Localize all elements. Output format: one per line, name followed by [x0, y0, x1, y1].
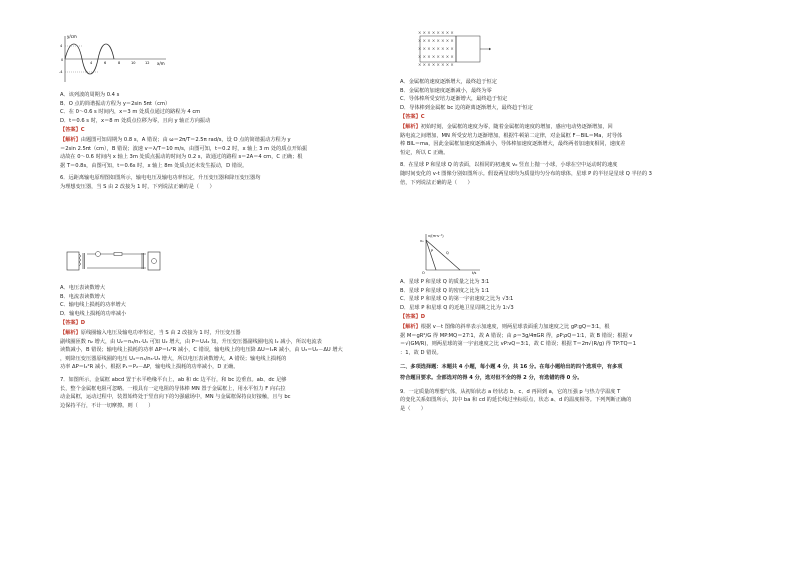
- q6-option-d: D．输电线上损耗的功率减小: [60, 310, 127, 317]
- q5-analysis-line: 【解析】由题图可知周期为 0.8 s，A 错误；由 ω＝2π/T＝2.5π rad/s，设 O 点的简谐振动方程为 y: [60, 136, 291, 143]
- q8-stem: 倍，下列说法正确的是（ ）: [400, 179, 473, 186]
- q6-analysis-line: 【解析】原线圈输入电压及输电功率恒定，当 S 由 2 改接为 1 时，升压变压器: [60, 329, 241, 336]
- q7-analysis-line: 路电流之间增加，MN 所受安培力逐渐增加，根据牛顿第二定律，对金属框 F－BIL＝Ma，对导体: [400, 132, 623, 139]
- q5-answer: 【答案】C: [60, 127, 85, 134]
- wave-graph: [60, 34, 170, 84]
- transmission-circuit-diagram: [66, 248, 161, 274]
- q9-stem: 是（ ）: [400, 405, 426, 412]
- q8-answer: 【答案】D: [400, 314, 426, 321]
- analysis-tag: 【解析】: [400, 323, 421, 330]
- q8-analysis-line: 【解析】根据 v－t 图像的斜率表示加速度，则两星球表面重力加速度之比 gP∶gQ＝3∶1，根: [400, 323, 610, 330]
- q6-option-a: A．电压表读数增大: [60, 285, 106, 291]
- wave-x-tick: 10: [131, 61, 136, 65]
- q6-option-c: C．输电线上损耗的功率增大: [60, 302, 126, 309]
- q7-analysis-line: 恒定，所以 C 正确。: [400, 149, 449, 156]
- wave-x-tick: 8: [118, 61, 121, 65]
- wave-y-tick: 4: [60, 44, 63, 48]
- q6-analysis-line: 副线圈匝数 n₂ 增大，由 U₂＝n₂/n₁·U₁ 可知 U₂ 增大，由 P＝U₂I₂ 知，升压变压器副线圈电流 I₂ 减小，所以电流表: [60, 338, 322, 345]
- q6-analysis-line: 读数减小，B 错误；输电线上损耗的功率 ΔP＝I₂²R 减小，C 错误，输电线上的电压降 ΔU＝I₂R 减小，由 U₃＝U₂－ΔU 增大: [60, 347, 343, 354]
- q7-stem: 7．如图所示，金属框 abcd 置于水平绝缘平台上，ab 和 dc 边平行，和 bc 边垂直。ab、dc 足够: [60, 376, 287, 383]
- q6-stem: 6．远距离输电原理图如图所示，输电电压及输电功率恒定，升压变压器和降压变压器均: [60, 175, 261, 182]
- q7-option-b: B．金属框的加速度逐渐减小，最终为零: [400, 87, 492, 94]
- q6-answer: 【答案】D: [60, 320, 86, 327]
- q6-option-b: B．电流表读数增大: [60, 293, 106, 300]
- wave-y-tick: 0: [61, 58, 64, 62]
- vt-p-label: P: [431, 249, 434, 253]
- q5-analysis-line: ＝2sin 2.5πt（cm），B 错误；波速 v＝λ/T＝10 m/s，由图可知，t＝0.2 时，x 轴上 3 m 处的质点开始振: [60, 145, 308, 152]
- analysis-tag: 【解析】: [400, 123, 421, 130]
- q7-option-a: A．金属框的速度逐渐增大，最终趋于恒定: [400, 79, 497, 85]
- vt-y-label: v/(m·s⁻¹): [428, 234, 444, 238]
- svg-text:× × × × × × × ×: × × × × × × × ×: [418, 30, 454, 35]
- q9-stem: 9．一定质量的理想气体，从初始状态 a 经状态 b、c、d 再回到 a，它的压强 p 与热力学温度 T: [400, 388, 621, 395]
- q8-option-a: A．星球 P 和星球 Q 的质量之比为 3∶1: [400, 279, 490, 285]
- svg-text:× × × × × × × ×: × × × × × × × ×: [418, 38, 454, 43]
- q8-analysis-line: 据 M＝gR²/G 得 MP∶MQ＝27∶1，故 A 错误；由 ρ＝3g/4πGR 得，ρP∶ρQ＝1∶1，故 B 错误；根据 v: [400, 332, 633, 339]
- wave-y-tick: -4: [59, 70, 63, 74]
- q5-analysis-line: 据 T＝0.8s，由图可知，t＝0.6s 时，x 轴上 8m 处质点还未发生振动，D 错误。: [60, 162, 248, 169]
- q9-stem: 的变化关系如图所示，其中 ba 和 cd 的延长线过坐标原点，状态 a、d 的温度相等。下列判断正确的: [400, 397, 632, 404]
- svg-text:× × × × × × × ×: × × × × × × × ×: [418, 54, 454, 59]
- q7-stem: 边保持平行，不计一切摩擦。则（ ）: [60, 402, 154, 409]
- q8-analysis-line: ＝√(GM/R)，则两星球的第一宇宙速度之比 vP∶vQ＝3∶1，故 C 错误；根据 T＝2π√(R/g) 得 TP∶TQ＝1: [400, 341, 637, 348]
- q8-option-c: C．星球 P 和星球 Q 的第一宇宙速度之比为 √3∶1: [400, 296, 514, 303]
- q5-option-b: B．O 点的简谐振动方程为 y＝2sin 5πt（cm）: [60, 100, 171, 107]
- wave-x-tick: 6: [104, 61, 107, 65]
- q5-option-a: A．该列波的周期为 0.4 s: [60, 92, 120, 98]
- q5-analysis-line: 动故在 0～0.6 时间内 x 轴上 3m 处质点振动的时间为 0.2 s，故通过的路程 s＝2A＝4 cm，C 正确；根: [60, 154, 303, 161]
- q7-analysis-line: 【解析】初始时刻，金属框的速度为零，随着金属框的速度的增加，感应电动势逐渐增加，回: [400, 123, 613, 130]
- vt-graph: [420, 232, 482, 274]
- wave-x-tick: 4: [90, 61, 93, 65]
- q7-analysis-line: 棒 BIL＝ma，因此金属框加速度逐渐减小，导体棒加速度逐渐增大，最终两者加速度相同，速度差: [400, 141, 626, 148]
- q7-option-c: C．导体棒所受安培力逐渐增大，最终趋于恒定: [400, 96, 508, 103]
- q6-stem: 为理想变压器，当 S 由 2 改接为 1 时，下列说法正确的是（ ）: [60, 183, 215, 190]
- q8-option-d: D．星球 P 和星球 Q 的近地卫星周期之比为 1∶√3: [400, 304, 514, 311]
- svg-text:× × × × × × × ×: × × × × × × × ×: [418, 62, 454, 67]
- q7-option-d: D．导体棒到金属框 bc 边的距离逐渐增大，最终趋于恒定: [400, 104, 533, 111]
- q6-analysis-line: ，则降压变压器原线圈的电压 U₄＝n₄/n₃·U₃ 增大，所以电压表读数增大，A 错误；输电线上损耗的: [60, 355, 287, 362]
- analysis-tag: 【解析】: [60, 136, 81, 143]
- q7-stem: 长，整个金属框电阻可忽略。一根具有一定电阻的导体棒 MN 置于金属框上，用水平恒力 F 向右拉: [60, 385, 286, 392]
- vt-q-label: Q: [446, 251, 449, 255]
- analysis-tag: 【解析】: [60, 329, 81, 336]
- section-2-heading: 符合题目要求。全部选对的得 4 分，选对但不全的得 2 分，有选错的得 0 分。: [400, 374, 583, 381]
- svg-text:× × × × × × × ×: × × × × × × × ×: [418, 46, 454, 51]
- wave-y-label: y/cm: [67, 34, 77, 39]
- magnetic-field-diagram: [416, 28, 496, 74]
- wave-x-label: x/m: [157, 61, 165, 66]
- vt-x-label: t/s: [472, 271, 477, 275]
- q8-stem: 8．在星球 P 和星球 Q 的表面，以相同的初速度 v₀ 竖直上抛一小球，小球在空中运动时的速度: [400, 162, 618, 169]
- vt-v0-label: v₀: [420, 239, 424, 243]
- q5-option-d: D．t＝0.6 s 时，x＝8 m 处质点位移为零，且向 y 轴正方向振动: [60, 117, 211, 124]
- q5-option-c: C．在 0～0.6 s 时间内，x＝3 m 处质点通过的路程为 4 cm: [60, 109, 201, 116]
- section-2-heading: 二、多项选择题：本题共 4 小题，每小题 4 分，共 16 分。在每小题给出的四个选项中，有多项: [400, 364, 623, 371]
- q8-analysis-line: ：1，故 D 错误。: [400, 349, 442, 356]
- q8-option-b: B．星球 P 和星球 Q 的密度之比为 1∶1: [400, 287, 490, 294]
- vt-origin-label: O: [422, 271, 425, 275]
- q7-answer: 【答案】C: [400, 114, 425, 121]
- q6-analysis-line: 功率 ΔP＝I₂²R 减小，根据 P₁＝P₂－ΔP，输电线上损耗的功率减小，D 正确。: [60, 364, 239, 371]
- wave-x-tick: 12: [145, 61, 150, 65]
- q7-stem: 动金属框，运动过程中，装置始终处于竖直向下的匀强磁场中，MN 与金属框保持良好接触，且与 bc: [60, 394, 291, 401]
- q8-stem: 随时间变化的 v-t 图像分别如图所示。假设两星球均为质量均匀分布的球体，星球 P 的半径是星球 Q 半径的 3: [400, 170, 652, 177]
